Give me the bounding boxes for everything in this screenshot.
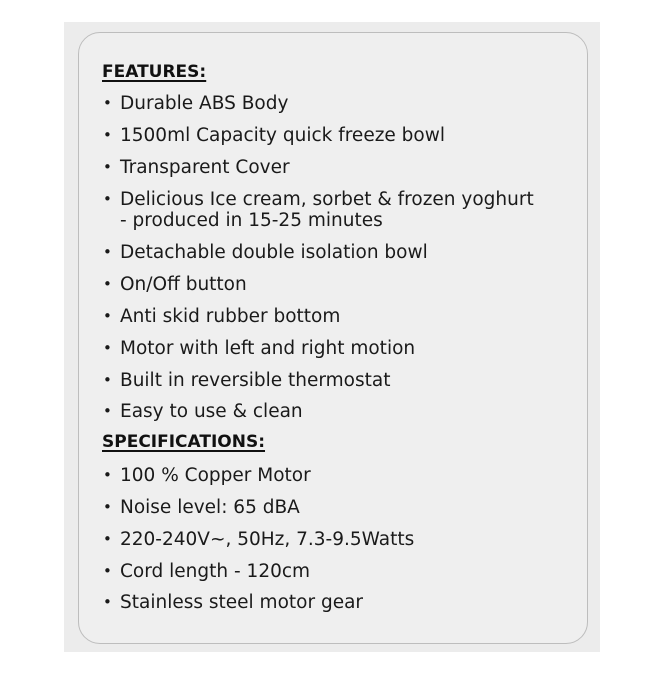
bullet-icon: • — [103, 371, 112, 389]
feature-item: • 1500ml Capacity quick freeze bowl — [103, 125, 446, 146]
bullet-icon: • — [103, 307, 112, 325]
spec-item: • 220-240V~, 50Hz, 7.3-9.5Watts — [103, 529, 415, 550]
bullet-icon: • — [103, 530, 112, 548]
bullet-icon: • — [103, 190, 112, 208]
bullet-icon: • — [103, 466, 112, 484]
bullet-icon: • — [103, 562, 112, 580]
spec-item: • Noise level: 65 dBA — [103, 497, 300, 518]
bullet-icon: • — [103, 593, 112, 611]
feature-item: • Detachable double isolation bowl — [103, 242, 428, 263]
bullet-icon: • — [103, 275, 112, 293]
feature-item: • Anti skid rubber bottom — [103, 306, 341, 327]
spec-item: • Cord length - 120cm — [103, 561, 311, 582]
features-heading: FEATURES: — [102, 62, 207, 82]
feature-item: • Transparent Cover — [103, 157, 290, 178]
feature-item: • Durable ABS Body — [103, 93, 289, 114]
bullet-icon: • — [103, 94, 112, 112]
feature-item: • On/Off button — [103, 274, 247, 295]
feature-item: • Delicious Ice cream, sorbet & frozen yoghurt - produced in 15-25 minutes — [103, 189, 534, 231]
feature-item-continuation: - produced in 15-25 minutes — [120, 210, 383, 231]
feature-item: • Motor with left and right motion — [103, 338, 416, 359]
spec-item: • 100 % Copper Motor — [103, 465, 311, 486]
spec-item: • Stainless steel motor gear — [103, 592, 364, 613]
feature-item: • Easy to use & clean — [103, 401, 303, 422]
bullet-icon: • — [103, 339, 112, 357]
bullet-icon: • — [103, 158, 112, 176]
feature-item: • Built in reversible thermostat — [103, 370, 391, 391]
specifications-heading: SPECIFICATIONS: — [102, 432, 266, 452]
bullet-icon: • — [103, 498, 112, 516]
bullet-icon: • — [103, 243, 112, 261]
bullet-icon: • — [103, 402, 112, 420]
bullet-icon: • — [103, 126, 112, 144]
